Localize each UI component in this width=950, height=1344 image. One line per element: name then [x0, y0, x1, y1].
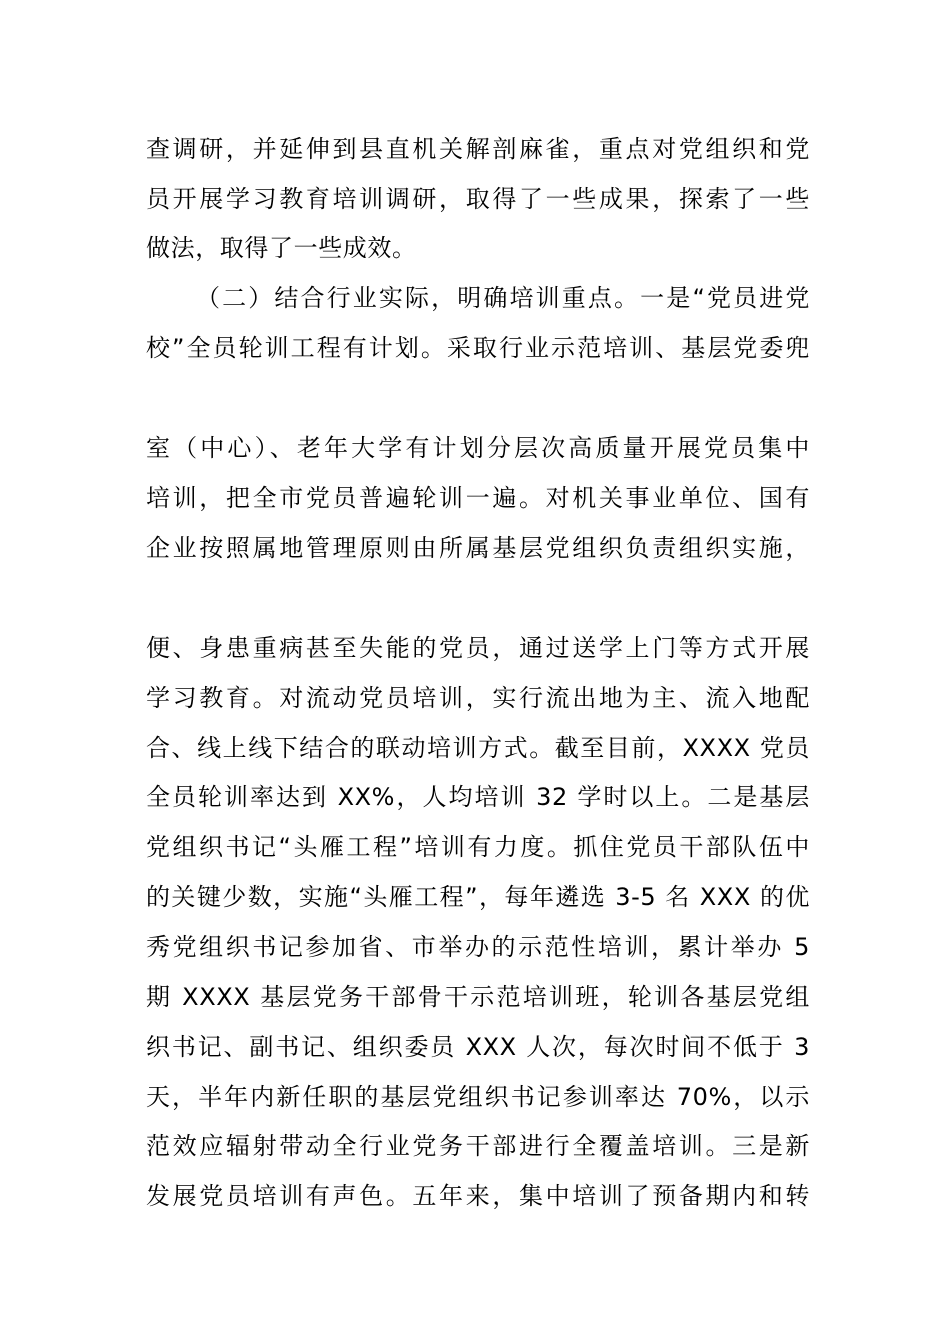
text-line-13: 合、线上线下结合的联动培训方式。截至目前，XXXX 党员	[146, 734, 810, 762]
text-line-22: 发展党员培训有声色。五年来，集中培训了预备期内和转	[146, 1182, 810, 1210]
text-line-3: 做法，取得了一些成效。	[146, 234, 417, 262]
text-line-19: 织书记、副书记、组织委员 XXX 人次，每次时间不低于 3	[146, 1033, 810, 1061]
text-line-12: 学习教育。对流动党员培训，实行流出地为主、流入地配	[146, 684, 810, 712]
text-line-20: 天，半年内新任职的基层党组织书记参训率达 70%，以示	[146, 1083, 810, 1111]
text-line-11: 便、身患重病甚至失能的党员，通过送学上门等方式开展	[146, 634, 810, 662]
missing-glyph-line-1	[146, 380, 810, 416]
text-line-2: 员开展学习教育培训调研，取得了一些成果，探索了一些	[146, 185, 810, 213]
text-line-5: 校”全员轮训工程有计划。采取行业示范培训、基层党委兜	[146, 334, 810, 362]
text-line-16: 的关键少数，实施“头雁工程”，每年遴选 3-5 名 XXX 的优	[146, 883, 810, 911]
text-line-1: 查调研，并延伸到县直机关解剖麻雀，重点对党组织和党	[146, 135, 810, 163]
text-line-9: 企业按照属地管理原则由所属基层党组织负责组织实施，	[146, 534, 810, 562]
text-line-8: 培训，把全市党员普遍轮训一遍。对机关事业单位、国有	[146, 484, 810, 512]
text-line-15: 党组织书记“头雁工程”培训有力度。抓住党员干部队伍中	[146, 833, 810, 861]
text-line-18: 期 XXXX 基层党务干部骨干示范培训班，轮训各基层党组	[146, 983, 810, 1011]
paragraph-heading-line: （二）结合行业实际，明确培训重点。一是“党员进党	[196, 284, 810, 312]
text-line-17: 秀党组织书记参加省、市举办的示范性培训，累计举办 5	[146, 933, 810, 961]
text-line-21: 范效应辐射带动全行业党务干部进行全覆盖培训。三是新	[146, 1132, 810, 1160]
missing-glyph-line-2	[146, 580, 810, 616]
text-line-14: 全员轮训率达到 XX%，人均培训 32 学时以上。二是基层	[146, 783, 810, 811]
text-line-7: 室（中心）、老年大学有计划分层次高质量开展党员集中	[146, 434, 810, 462]
